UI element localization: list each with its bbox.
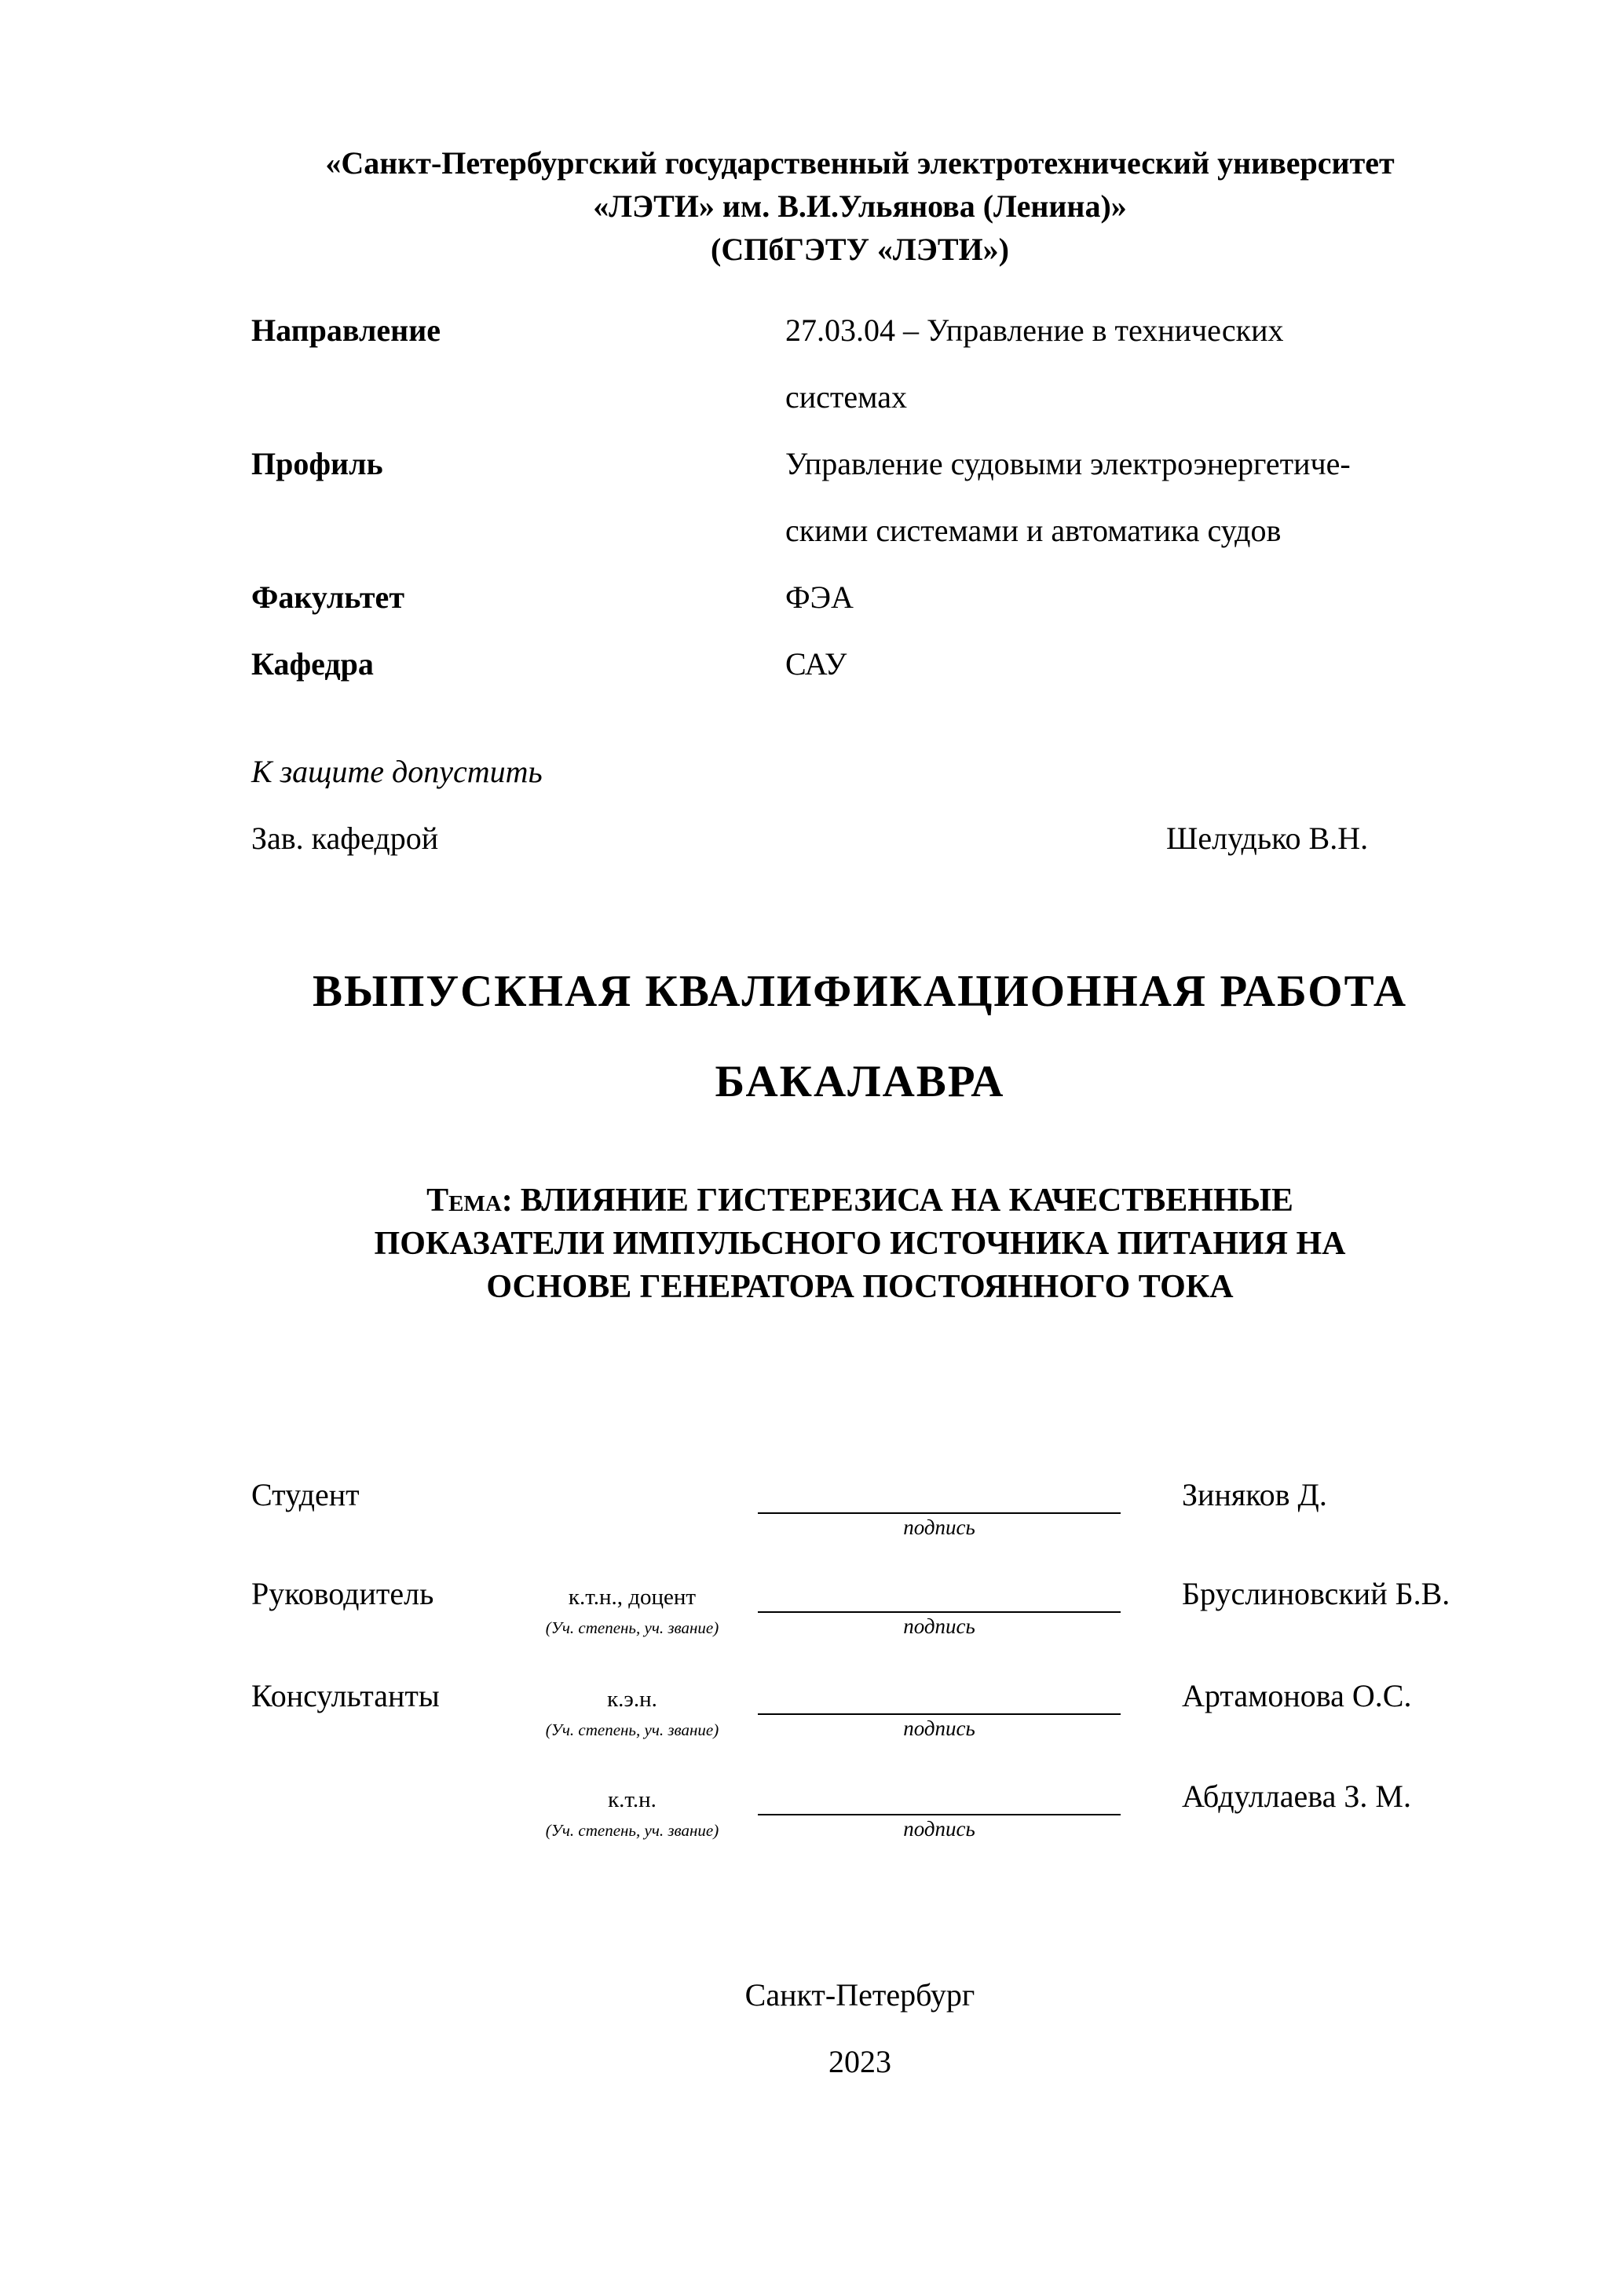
student-signature-caption: подпись	[903, 1515, 975, 1539]
supervisor-degree: к.т.н., доцент	[568, 1585, 697, 1610]
department-head-label: Зав. кафедрой	[251, 821, 439, 856]
consultant-1-signature-line	[758, 1677, 1121, 1715]
work-title	[196, 946, 1523, 1127]
signature-row-consultant-1	[251, 1677, 1523, 1771]
detail-row-direction	[251, 297, 1469, 430]
theme-text-line-3: ОСНОВЕ ГЕНЕРАТОРА ПОСТОЯННОГО ТОКА	[486, 1269, 1234, 1305]
university-abbreviation: (СПбГЭТУ «ЛЭТИ»)	[711, 232, 1009, 267]
faculty-value: ФЭА	[785, 579, 854, 615]
program-details	[251, 297, 1469, 697]
department-value: САУ	[785, 646, 847, 682]
signature-row-student	[251, 1476, 1523, 1570]
detail-row-department	[251, 631, 1469, 697]
supervisor-role-label: Руководитель	[251, 1576, 434, 1611]
direction-value-line-2: системах	[785, 379, 907, 415]
university-name-line-1: «Санкт-Петербургский государственный электротехнический университет	[325, 145, 1395, 181]
theme-text-line-1: ВЛИЯНИЕ ГИСТЕРЕЗИСА НА КАЧЕСТВЕННЫЕ	[520, 1183, 1293, 1219]
consultant-2-degree: к.т.н.	[608, 1787, 657, 1812]
department-label: Кафедра	[251, 646, 374, 682]
consultant-2-name: Абдуллаева З. М.	[1182, 1779, 1411, 1814]
student-role-label: Студент	[251, 1477, 360, 1512]
direction-value-line-1: 27.03.04 – Управление в технических	[785, 313, 1284, 348]
consultant-2-degree-caption: (Уч. степень, уч. звание)	[545, 1821, 719, 1840]
approval-permit-line: К защите допустить	[251, 754, 543, 789]
theme-text-line-2: ПОКАЗАТЕЛИ ИМПУЛЬСНОГО ИСТОЧНИКА ПИТАНИЯ НА	[374, 1226, 1346, 1262]
supervisor-degree-caption: (Уч. степень, уч. звание)	[545, 1618, 719, 1637]
student-name: Зиняков Д.	[1182, 1477, 1327, 1512]
consultant-1-name: Артамонова О.С.	[1182, 1678, 1412, 1713]
consultant-1-signature-caption: подпись	[903, 1717, 975, 1740]
consultant-1-degree-caption: (Уч. степень, уч. звание)	[545, 1720, 719, 1739]
supervisor-name: Бруслиновский Б.В.	[1182, 1576, 1450, 1611]
supervisor-signature-caption: подпись	[903, 1614, 975, 1638]
university-header	[251, 141, 1469, 271]
consultant-2-signature-caption: подпись	[903, 1817, 975, 1841]
approval-block	[251, 738, 1469, 872]
theme-line-1	[196, 1179, 1523, 1223]
consultants-role-label: Консультанты	[251, 1678, 440, 1713]
supervisor-signature-line	[758, 1575, 1121, 1613]
work-title-line-2: БАКАЛАВРА	[715, 1057, 1005, 1106]
consultant-1-degree: к.э.н.	[607, 1687, 657, 1712]
work-title-line-1: ВЫПУСКНАЯ КВАЛИФИКАЦИОННАЯ РАБОТА	[312, 967, 1407, 1016]
detail-row-profile	[251, 430, 1469, 564]
profile-label: Профиль	[251, 446, 383, 481]
theme-block	[196, 1179, 1523, 1309]
footer-city: Санкт-Петербург	[744, 1977, 975, 2013]
department-head-name: Шелудько В.Н.	[1166, 821, 1369, 856]
profile-value-line-2: скими системами и автоматика судов	[785, 513, 1282, 548]
direction-value	[785, 297, 1469, 430]
detail-row-faculty	[251, 564, 1469, 631]
signature-row-consultant-2	[251, 1778, 1523, 1872]
profile-value-line-1: Управление судовыми электроэнергетиче-	[785, 446, 1351, 481]
direction-label: Направление	[251, 313, 441, 348]
faculty-label: Факультет	[251, 579, 404, 615]
university-name-line-2: «ЛЭТИ» им. В.И.Ульянова (Ленина)»	[593, 188, 1127, 224]
footer-year: 2023	[828, 2044, 891, 2079]
signature-row-supervisor	[251, 1575, 1523, 1669]
profile-value	[785, 430, 1469, 564]
theme-label: Тема:	[426, 1183, 513, 1219]
approval-head-row	[251, 805, 1469, 872]
consultant-2-signature-line	[758, 1778, 1121, 1815]
footer-block	[251, 1961, 1469, 2095]
student-signature-line	[758, 1476, 1121, 1514]
